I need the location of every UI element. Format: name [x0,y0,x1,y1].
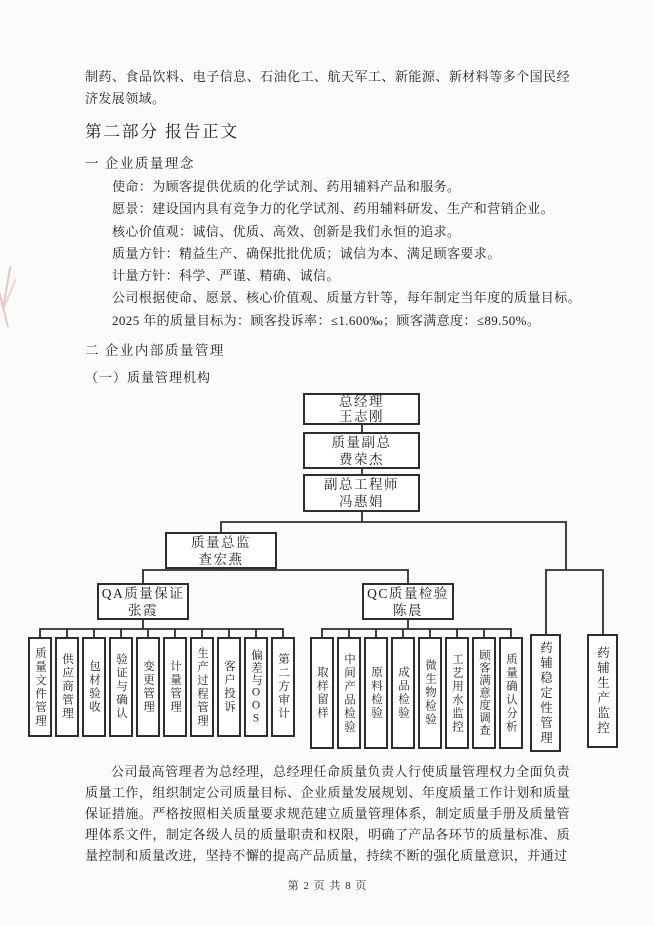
org-box-quality-director [165,532,277,569]
part-heading: 第二部分 报告正文 [85,122,240,141]
vision-line: 愿景：建设国内具有竞争力的化学试剂、药用辅料研发、生产和营销企业。 [112,201,555,217]
org-leaf-document-control: 质量文件管理 [28,637,52,737]
org-box-deputy-chief-engineer [303,474,420,512]
org-title: 总经理 [339,394,384,410]
org-leaf-finished-goods-testing: 成品检验 [391,637,415,749]
org-leaf-raw-material-testing: 原料检验 [364,637,388,749]
org-leaf-second-party-audit: 第二方审计 [271,637,295,737]
org-person: 查宏燕 [198,551,244,567]
org-title: QC质量检验 [367,585,449,601]
annual-goal-intro-line: 公司根据使命、愿景、核心价值观、质量方针等，每年制定当年度的质量目标。 [112,290,582,306]
org-person: 王志刚 [339,409,384,425]
quality-policy-line: 质量方针：精益生产、确保批批优质；诚信为本、满足顾客要求。 [112,245,501,261]
org-leaf-metrology: 计量管理 [163,637,187,737]
metrology-policy-line: 计量方针：科学、严谨、精确、诚信。 [112,268,340,284]
section2-subsection: （一）质量管理机构 [85,370,212,386]
org-box-general-manager [303,393,420,425]
org-leaf-validation: 验证与确认 [109,637,133,737]
org-person: 费荣杰 [339,451,384,467]
org-leaf-excipient-production-monitoring: 药辅生产监控 [587,634,618,748]
org-title: 质量总监 [191,534,251,550]
org-box-qa [97,583,189,620]
org-leaf-microbial-testing: 微生物检验 [418,637,442,749]
org-leaf-intermediate-testing: 中间产品检验 [337,637,361,749]
org-person: 张霞 [128,602,158,618]
org-leaf-customer-complaints: 客户投诉 [217,637,241,737]
page-number: 第 2 页 共 8 页 [287,880,368,893]
org-person: 冯惠娟 [339,494,384,510]
core-values-line: 核心价值观：诚信、优质、高效、创新是我们永恒的追求。 [112,223,461,239]
goal-2025-line: 2025 年的质量目标为：顾客投诉率：≤1.600‰；顾客满意度：≤89.50%。 [112,312,541,328]
org-leaf-supplier-management: 供应商管理 [55,637,79,737]
org-title: 质量副总 [331,434,392,450]
closing-paragraph: 公司最高管理者为总经理，总经理任命质量负责人行使质量管理权力全面负责质量工作，组织制定公司质量目标、企业质量发展规划、年度质量工作计划和质量保证措施。严格按照相关质量要求规范建立质量管理体系，制定质量手册及质量管理体系文件，制定各级人员的质量职责和权限，明确了产品各环节的质量标准、质量控制和质量改进，坚持不懈的提高产品质量，持续不断的强化质量意识，并通过 [85,764,570,864]
org-title: QA质量保证 [101,585,185,601]
org-leaf-excipient-stability-management: 药辅稳定性管理 [530,634,561,752]
org-leaf-production-process: 生产过程管理 [190,637,214,737]
page-content [0,0,654,390]
section1-title: 一 企业质量理念 [85,156,195,171]
org-leaf-process-water-monitor: 工艺用水监控 [445,637,469,749]
org-leaf-deviation-oos: 偏差与OOS [244,637,268,737]
org-leaf-customer-satisfaction-survey: 顾客满意度调查 [472,637,496,749]
org-box-qc [362,583,454,620]
continuation-paragraph: 制药、食品饮料、电子信息、石油化工、航天军工、新能源、新材料等多个国民经济发展领域。 [85,69,570,106]
org-box-quality-vp [303,432,420,469]
org-leaf-change-management: 变更管理 [136,637,160,737]
org-person: 陈晨 [393,602,423,618]
org-leaf-quality-confirmation-analysis: 质量确认分析 [499,637,523,749]
org-chart [0,390,654,756]
closing-content [0,761,654,893]
org-leaf-sampling-retention: 取样留样 [310,637,334,749]
org-title: 副总工程师 [324,477,399,493]
org-leaf-packaging-acceptance: 包材验收 [82,637,106,737]
mission-line: 使命：为顾客提供优质的化学试剂、药用辅料产品和服务。 [112,179,461,194]
section2-title: 二 企业内部质量管理 [85,343,225,359]
